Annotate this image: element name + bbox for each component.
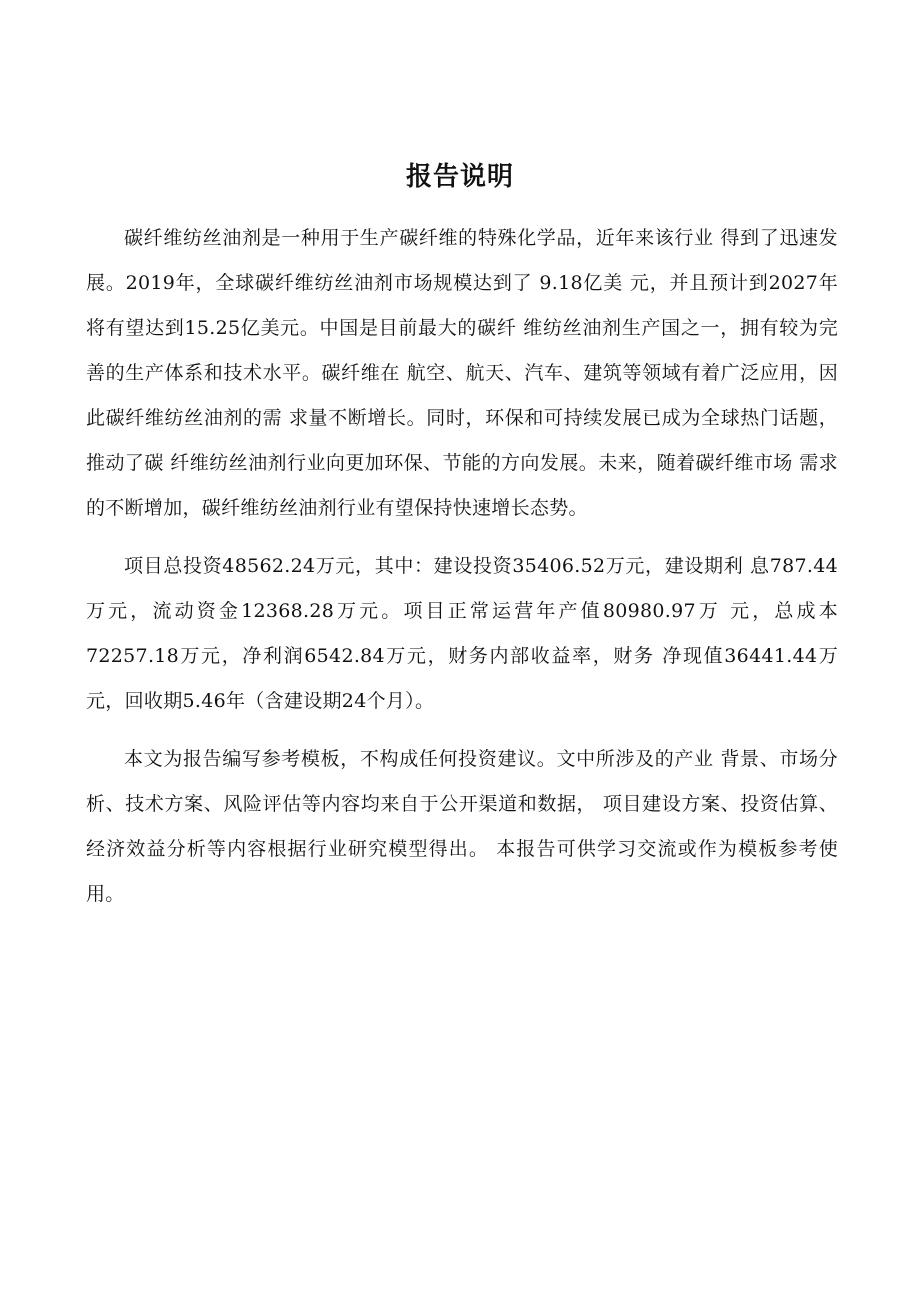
page-title: 报告说明	[405, 162, 514, 192]
paragraph-disclaimer: 本文为报告编写参考模板，不构成任何投资建议。文中所涉及的产业 背景、市场分析、技术方案、风险评估等内容均来自于公开渠道和数据， 项目建设方案、投资估算、经济效益分析等内容根据行业研究模型得出。 本报告可供学习交流或作为模板参考使用。	[86, 748, 838, 905]
paragraph-industry-overview: 碳纤维纺丝油剂是一种用于生产碳纤维的特殊化学品，近年来该行业 得到了迅速发展。2019年，全球碳纤维纺丝油剂市场规模达到了 9.18亿美 元，并且预计到2027年将有望达到15.25亿美元。中国是目前最大的碳纤 维纺丝油剂生产国之一，拥有较为完善的生产体系和技术水平。碳纤维在 航空、航天、汽车、建筑等领域有着广泛应用，因此碳纤维纺丝油剂的需 求量不断增长。同时，环保和可持续发展已成为全球热门话题，推动了碳 纤维纺丝油剂行业向更加环保、节能的方向发展。未来，随着碳纤维市场 需求的不断增加，碳纤维纺丝油剂行业有望保持快速增长态势。	[86, 227, 838, 519]
document-body	[86, 216, 838, 917]
paragraph-investment-summary: 项目总投资48562.24万元，其中：建设投资35406.52万元，建设期利 息787.44万元，流动资金12368.28万元。项目正常运营年产值80980.97万 元，总成本72257.18万元，净利润6542.84万元，财务内部收益率，财务 净现值36441.44万元，回收期5.46年（含建设期24个月）。	[86, 555, 838, 712]
